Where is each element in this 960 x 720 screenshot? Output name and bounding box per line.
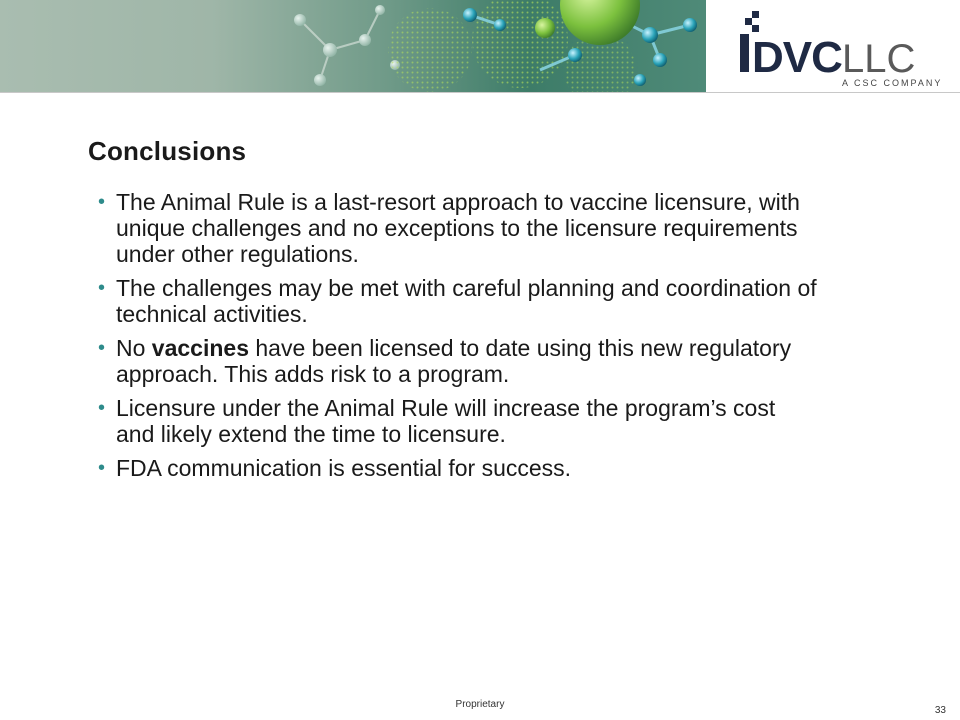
bullet-marker: • bbox=[98, 457, 106, 479]
bullet-text: FDA communication is essential for success. bbox=[116, 455, 572, 481]
company-logo bbox=[706, 0, 960, 92]
bullet-item bbox=[98, 455, 818, 481]
footer-proprietary-label: Proprietary bbox=[455, 699, 505, 710]
bullet-text: The Animal Rule is a last-resort approach to vaccine licensure, with unique challenges and no exceptions to the licensure requirements under other regulations. bbox=[116, 189, 800, 267]
dvc-logo-graphic bbox=[706, 0, 960, 92]
bullet-marker: • bbox=[98, 397, 106, 419]
bullet-marker: • bbox=[98, 191, 106, 213]
bullet-list bbox=[98, 189, 818, 489]
svg-text:LLC: LLC bbox=[842, 37, 916, 81]
slide-title: Conclusions bbox=[88, 136, 247, 166]
page-number: 33 bbox=[934, 705, 946, 716]
molecule-illustration bbox=[0, 0, 706, 92]
header-banner-image bbox=[0, 0, 706, 92]
bullet-text: Licensure under the Animal Rule will increase the program’s cost and likely extend the time to licensure. bbox=[116, 395, 776, 447]
svg-text:A CSC COMPANY: A CSC COMPANY bbox=[842, 78, 943, 88]
bullet-text-bold: vaccines bbox=[151, 335, 249, 361]
bullet-item bbox=[98, 395, 818, 447]
svg-text:DVC: DVC bbox=[752, 33, 842, 82]
bullet-text-post: have been licensed to date using this new regulatory approach. This adds risk to a program. bbox=[116, 335, 792, 387]
header-divider bbox=[0, 92, 960, 93]
bullet-text: The challenges may be met with careful planning and coordination of technical activities. bbox=[116, 275, 817, 327]
bullet-text-pre: No bbox=[116, 335, 152, 361]
bullet-item bbox=[98, 275, 818, 327]
bullet-item bbox=[98, 189, 818, 267]
bullet-marker: • bbox=[98, 277, 106, 299]
bullet-item bbox=[98, 335, 818, 387]
bullet-marker: • bbox=[98, 337, 106, 359]
